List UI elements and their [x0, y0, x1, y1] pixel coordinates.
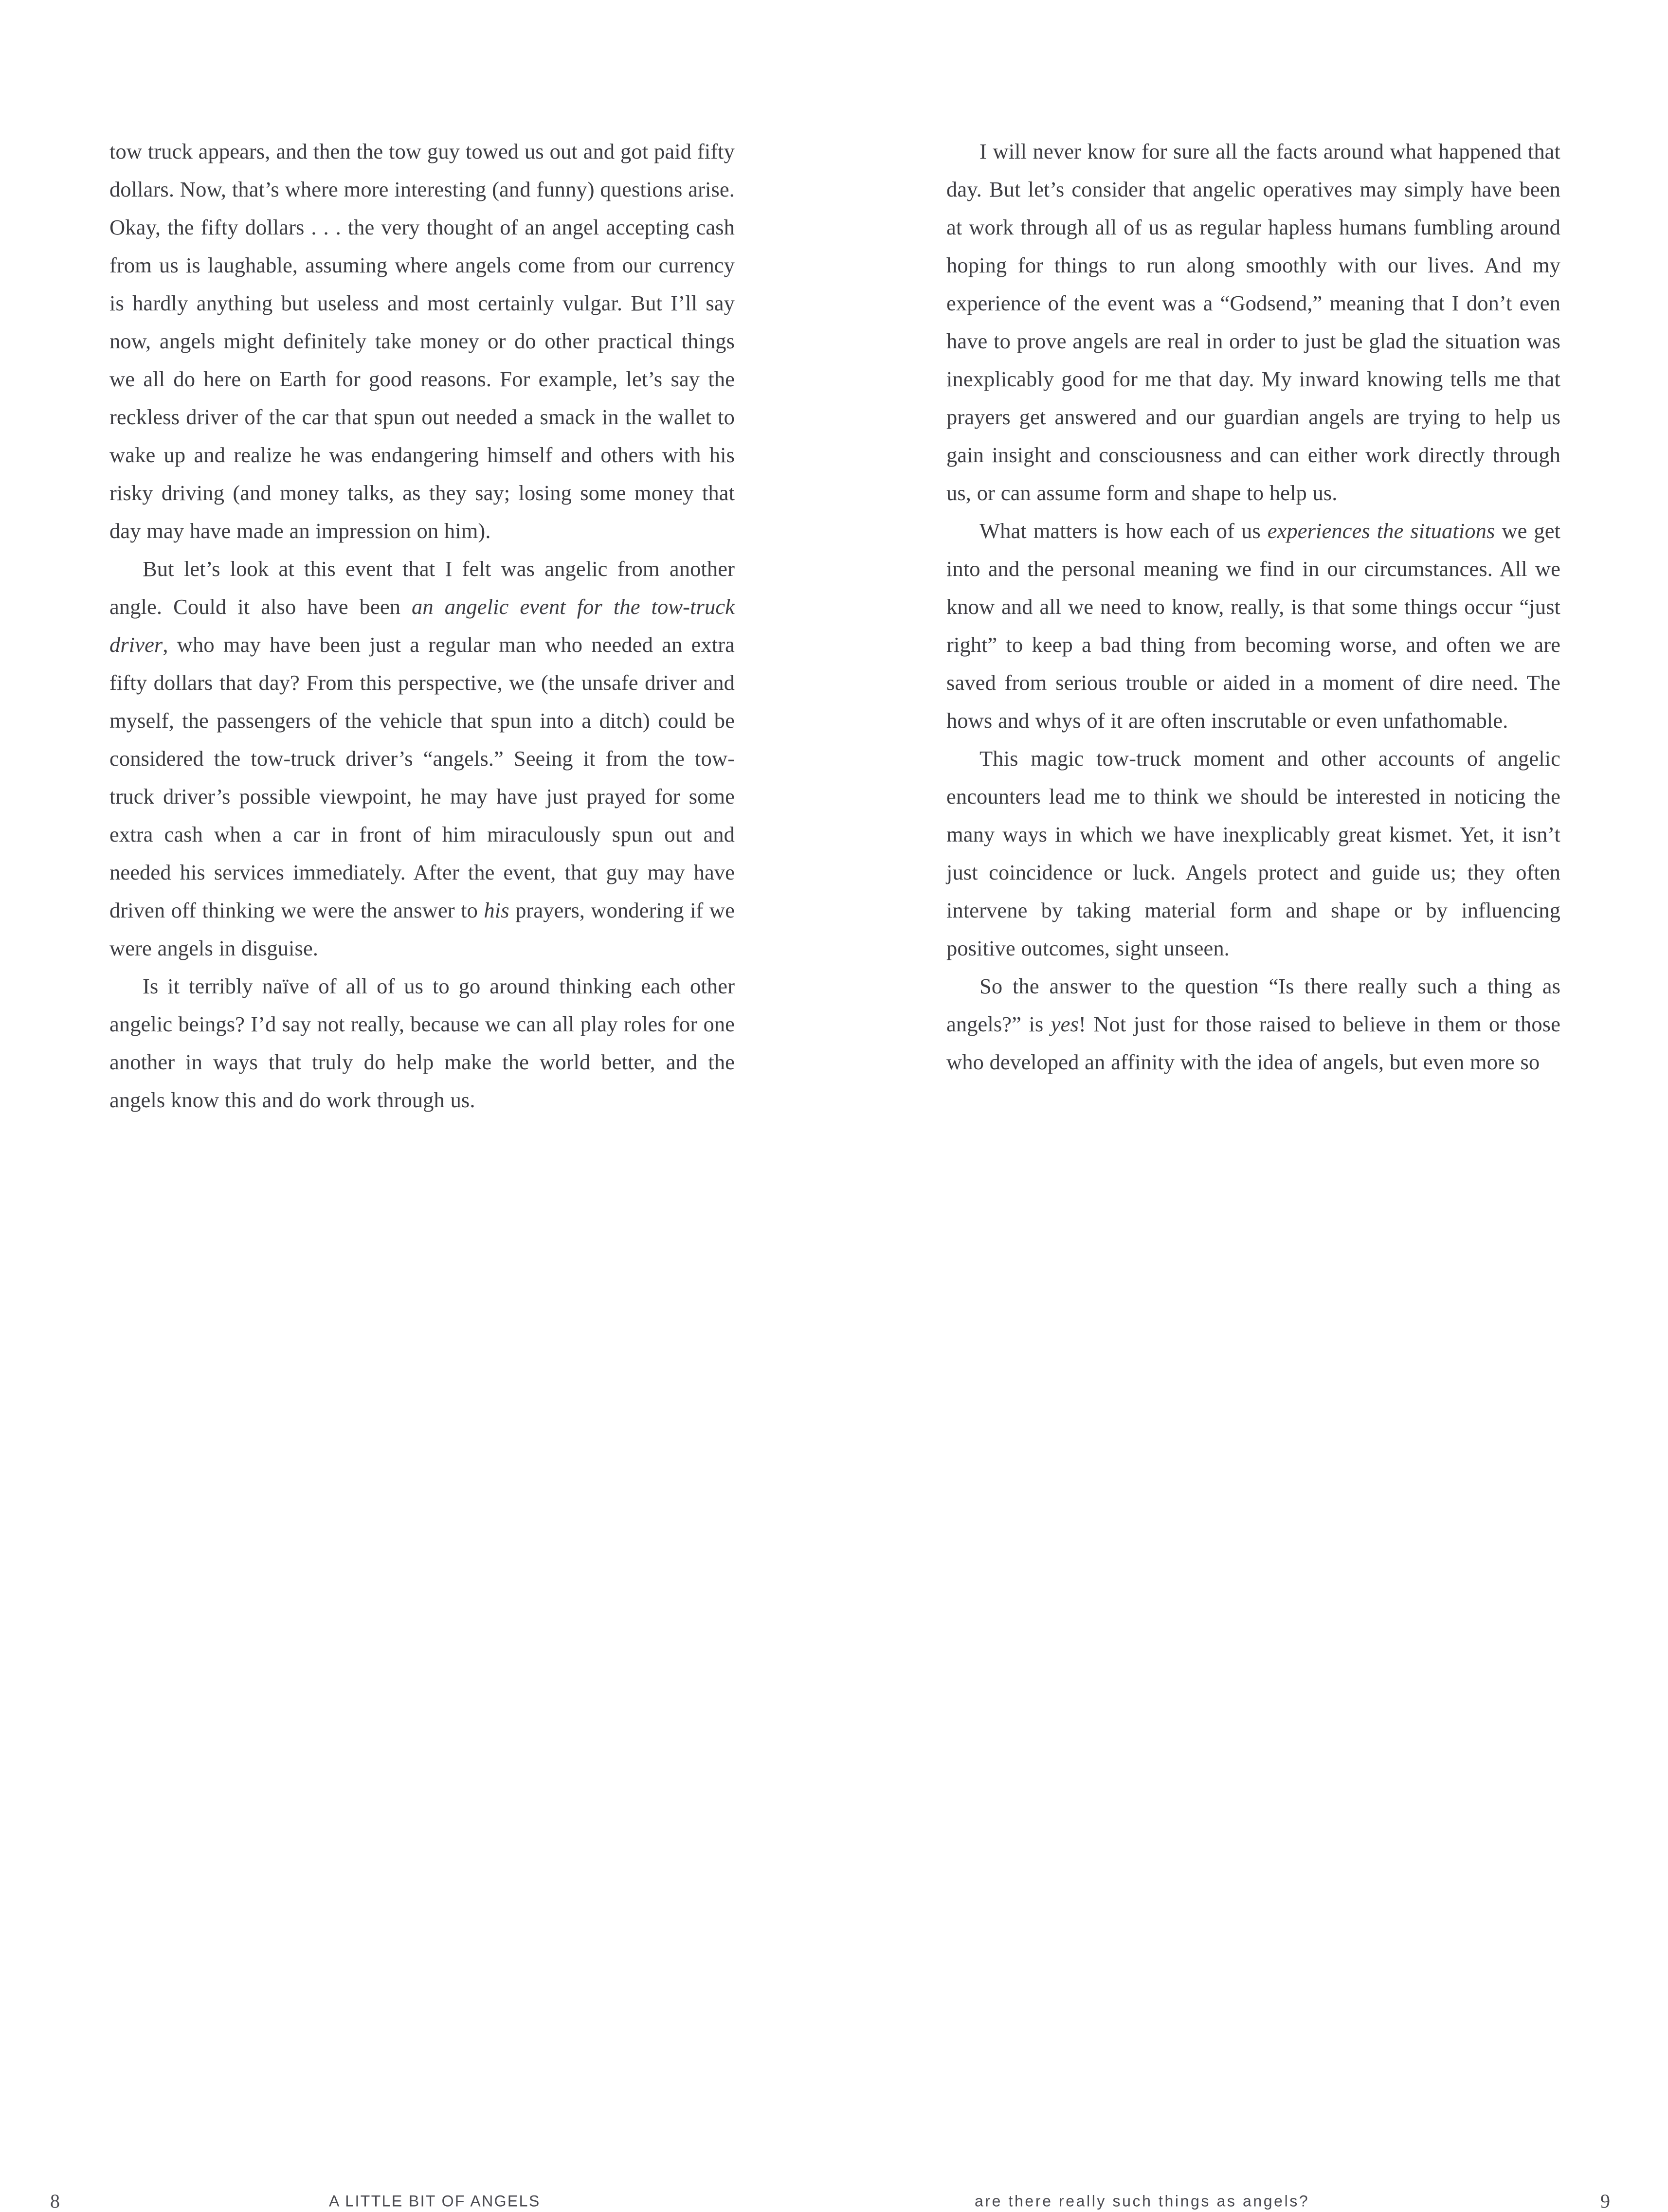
- running-head-book-title: A LITTLE BIT OF ANGELS: [329, 2192, 541, 2210]
- emphasis-text: experiences the situations: [1267, 519, 1495, 543]
- body-text: What matters is how each of us: [979, 519, 1268, 543]
- paragraph: [946, 739, 1560, 967]
- body-text: , who may have been just a regular man who needed an extra fifty dollars that day? From this perspective, we (the unsafe driver and myself, the passengers of the vehicle that spun into a ditch) could be considered the tow-truck driver’s “angels.” Seeing it from the tow-truck driver’s possible viewpoint, he may have just prayed for some extra cash when a car in front of him miraculously spun out and needed his services immediately. After the event, that guy may have driven off thinking we were the answer to: [109, 632, 735, 922]
- body-text: prayers, wondering if we were angels in disguise.: [109, 898, 735, 960]
- emphasis-text: an angelic event for the tow-truck driver: [109, 594, 735, 657]
- paragraph: [946, 512, 1560, 739]
- emphasis-text: yes: [1051, 1012, 1079, 1036]
- paragraph: [109, 550, 735, 967]
- paragraph: [946, 132, 1560, 512]
- page-number-right: 9: [1600, 2190, 1610, 2212]
- body-text: But let’s look at this event that I felt was angelic from another angle. Could it also have been: [109, 557, 735, 619]
- paragraph: [109, 132, 735, 550]
- body-text: So the answer to the question “Is there really such a thing as angels?” is: [946, 974, 1560, 1036]
- left-page-footer: [0, 1090, 834, 2212]
- right-page-text-block: [946, 132, 1560, 1081]
- body-text: I will never know for sure all the facts around what happened that day. But let’s consider that angelic operatives may simply have been at work through all of us as regular hapless humans fumbling around hoping for things to run along smoothly with our lives. And my experience of the event was a “Godsend,” meaning that I don’t even have to prove angels are real in order to just be glad the situation was inexplicably good for me that day. My inward knowing tells me that prayers get answered and our guardian angels are trying to help us gain insight and consciousness and can either work directly through us, or can assume form and shape to help us.: [946, 139, 1560, 505]
- right-page: [834, 0, 1668, 2212]
- body-text: we get into and the personal meaning we find in our circumstances. All we know and all we need to know, really, is that some things occur “just right” to keep a bad thing from becoming worse, and often we are saved from serious trouble or aided in a moment of dire need. The hows and whys of it are often inscrutable or even unfathomable.: [946, 519, 1561, 733]
- paragraph: [946, 967, 1560, 1081]
- emphasis-text: his: [484, 898, 509, 922]
- body-text: ! Not just for those raised to believe in them or those who developed an affinity with the idea of angels, but even more so: [946, 1012, 1560, 1074]
- right-page-footer: [834, 1090, 1668, 2212]
- page-number-left: 8: [50, 2190, 60, 2212]
- body-text: tow truck appears, and then the tow guy towed us out and got paid fifty dollars. Now, that’s where more interesting (and funny) questions arise. Okay, the fifty dollars . . . the very thought of an angel accepting cash from us is laughable, assuming where angels come from our currency is hardly anything but useless and most certainly vulgar. But I’ll say now, angels might definitely take money or do other practical things we all do here on Earth for good reasons. For example, let’s say the reckless driver of the car that spun out needed a smack in the wallet to wake up and realize he was endangering himself and others with his risky driving (and money talks, as they say; losing some money that day may have made an impression on him).: [109, 139, 735, 543]
- left-page-text-block: [109, 132, 735, 1119]
- body-text: Is it terribly naïve of all of us to go around thinking each other angelic beings? I’d say not really, because we can all play roles for one another in ways that truly do help make the world better, and the angels know this and do work through us.: [109, 974, 735, 1112]
- running-head-chapter-title: are there really such things as angels?: [975, 2192, 1310, 2210]
- body-text: This magic tow-truck moment and other accounts of angelic encounters lead me to think we should be interested in noticing the many ways in which we have inexplicably great kismet. Yet, it isn’t just coincidence or luck. Angels protect and guide us; they often intervene by taking material form and shape or by influencing positive outcomes, sight unseen.: [946, 746, 1560, 960]
